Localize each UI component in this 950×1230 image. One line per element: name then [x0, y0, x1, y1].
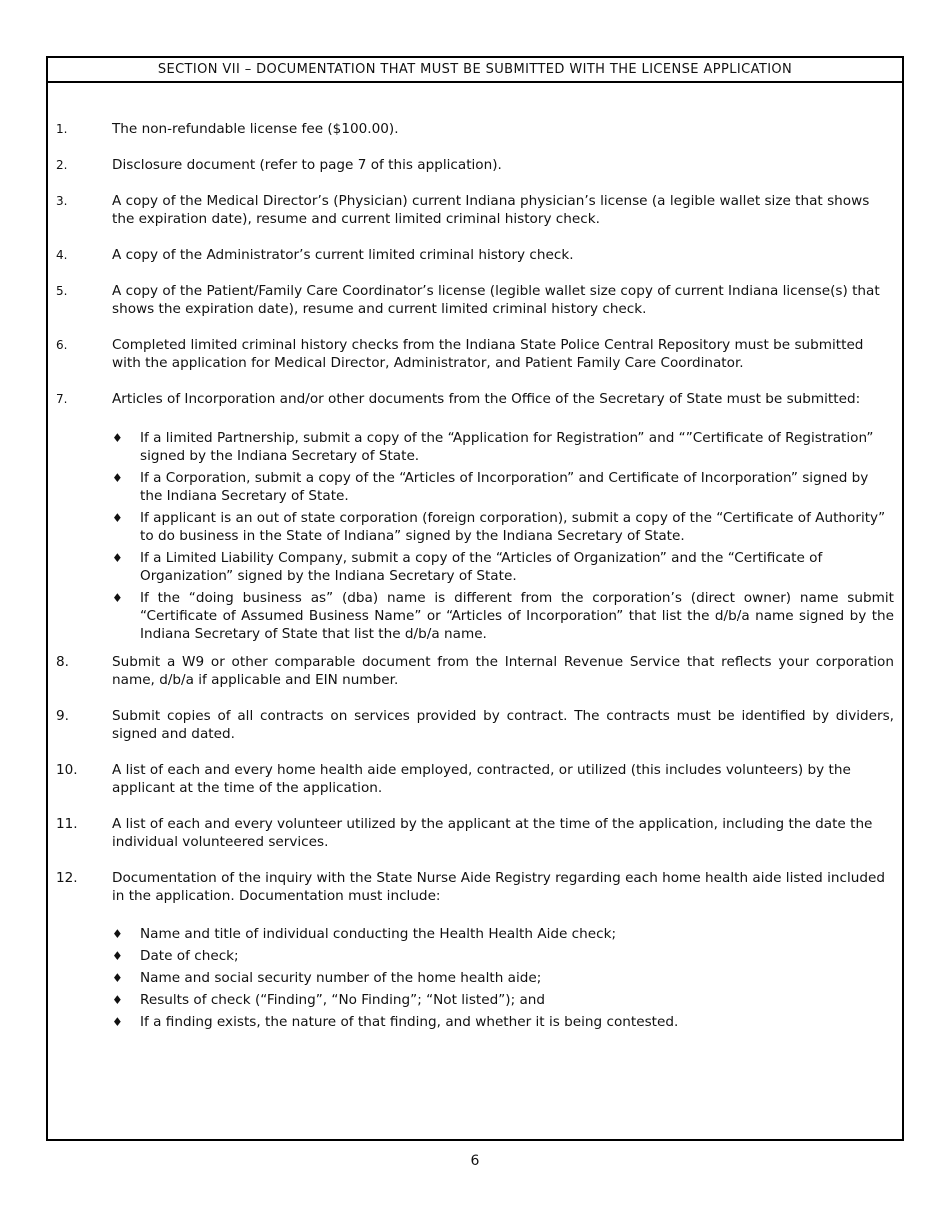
list-item-4 — [48, 246, 902, 264]
documentation-list — [48, 120, 902, 1035]
item-text: A list of each and every home health aide employed, contracted, or utilized (this includes volunteers) by the applicant at the time of the application. — [112, 762, 851, 796]
bullet-item — [112, 509, 894, 545]
list-item-5 — [48, 282, 902, 318]
bullet-text: Results of check (“Finding”, “No Finding”; “Not listed”); and — [140, 992, 546, 1008]
list-item-9 — [48, 707, 902, 743]
bullet-text: If applicant is an out of state corporation (foreign corporation), submit a copy of the “Certificate of Authority” to do business in the State of Indiana” signed by the Indiana Secretary of State. — [140, 510, 886, 544]
item-text: Completed limited criminal history checks from the Indiana State Police Central Repository must be submitted with the application for Medical Director, Administrator, and Patient Family Care Coordinator. — [112, 337, 864, 371]
item-number: 1. — [56, 122, 68, 136]
bullet-text: If a limited Partnership, submit a copy of the “Application for Registration” and “”Certificate of Registration” signed by the Indiana Secretary of State. — [140, 430, 874, 464]
bullet-item — [112, 589, 894, 643]
bullet-item — [112, 969, 894, 987]
item-text: Submit a W9 or other comparable document from the Internal Revenue Service that reflects your corporation name, d/b/a if applicable and EIN number. — [112, 654, 894, 688]
item-number: 11. — [56, 816, 78, 832]
item-text: Disclosure document (refer to page 7 of this application). — [112, 157, 502, 173]
diamond-bullet-icon: ♦ — [112, 551, 123, 565]
bullet-list-12 — [112, 925, 894, 1031]
bullet-list-7 — [112, 429, 894, 643]
section-header: SECTION VII – DOCUMENTATION THAT MUST BE SUBMITTED WITH THE LICENSE APPLICATION — [48, 58, 902, 83]
list-item-6 — [48, 336, 902, 372]
list-item-3 — [48, 192, 902, 228]
bullet-text: Date of check; — [140, 948, 239, 964]
item-number: 6. — [56, 338, 68, 352]
page-number: 6 — [470, 1153, 480, 1169]
item-number: 7. — [56, 392, 68, 406]
item-number: 12. — [56, 870, 78, 886]
bullet-text: Name and social security number of the home health aide; — [140, 970, 542, 986]
diamond-bullet-icon: ♦ — [112, 591, 123, 605]
item-number: 4. — [56, 248, 68, 262]
item-text: A copy of the Patient/Family Care Coordinator’s license (legible wallet size copy of current Indiana license(s) that shows the expiration date), resume and current limited criminal history check. — [112, 283, 880, 317]
bullet-item — [112, 429, 894, 465]
item-text: Documentation of the inquiry with the State Nurse Aide Registry regarding each home health aide listed included in the application. Documentation must include: — [112, 870, 885, 904]
list-item-10 — [48, 761, 902, 797]
diamond-bullet-icon: ♦ — [112, 949, 123, 963]
diamond-bullet-icon: ♦ — [112, 971, 123, 985]
item-number: 10. — [56, 762, 78, 778]
bullet-item — [112, 469, 894, 505]
diamond-bullet-icon: ♦ — [112, 1015, 123, 1029]
diamond-bullet-icon: ♦ — [112, 471, 123, 485]
list-item-2 — [48, 156, 902, 174]
item-number: 8. — [56, 654, 69, 670]
item-text: A copy of the Administrator’s current limited criminal history check. — [112, 247, 574, 263]
bullet-item — [112, 549, 894, 585]
bullet-text: If a Corporation, submit a copy of the “Articles of Incorporation” and Certificate of Incorporation” signed by the Indiana Secretary of State. — [140, 470, 869, 504]
bullet-item — [112, 991, 894, 1009]
diamond-bullet-icon: ♦ — [112, 431, 123, 445]
diamond-bullet-icon: ♦ — [112, 993, 123, 1007]
item-text: Articles of Incorporation and/or other documents from the Office of the Secretary of State must be submitted: — [112, 391, 861, 407]
item-number: 9. — [56, 708, 69, 724]
bullet-text: If a finding exists, the nature of that finding, and whether it is being contested. — [140, 1014, 679, 1030]
item-number: 3. — [56, 194, 68, 208]
list-item-8 — [48, 653, 902, 689]
bullet-text: If a Limited Liability Company, submit a copy of the “Articles of Organization” and the “Certificate of Organization” signed by the Indiana Secretary of State. — [140, 550, 823, 584]
diamond-bullet-icon: ♦ — [112, 927, 123, 941]
list-item-12 — [48, 869, 902, 905]
list-item-1 — [48, 120, 902, 138]
bullet-item — [112, 925, 894, 943]
list-item-7 — [48, 390, 902, 408]
bullet-text: Name and title of individual conducting the Health Health Aide check; — [140, 926, 617, 942]
list-item-11 — [48, 815, 902, 851]
item-text: A copy of the Medical Director’s (Physician) current Indiana physician’s license (a legible wallet size that shows the expiration date), resume and current limited criminal history check. — [112, 193, 870, 227]
section-frame — [46, 56, 904, 1141]
item-number: 2. — [56, 158, 68, 172]
bullet-text: If the “doing business as” (dba) name is different from the corporation’s (direct owner) name submit “Certificate of Assumed Business Name” or “Articles of Incorporation” that list the d/b/a name signed by the Indiana Secretary of State that list the d/b/a name. — [140, 590, 894, 642]
item-number: 5. — [56, 284, 68, 298]
diamond-bullet-icon: ♦ — [112, 511, 123, 525]
bullet-item — [112, 1013, 894, 1031]
item-text: The non-refundable license fee ($100.00). — [112, 121, 399, 137]
bullet-item — [112, 947, 894, 965]
item-text: A list of each and every volunteer utilized by the applicant at the time of the application, including the date the individual volunteered services. — [112, 816, 873, 850]
item-text: Submit copies of all contracts on services provided by contract. The contracts must be identified by dividers, signed and dated. — [112, 708, 894, 742]
